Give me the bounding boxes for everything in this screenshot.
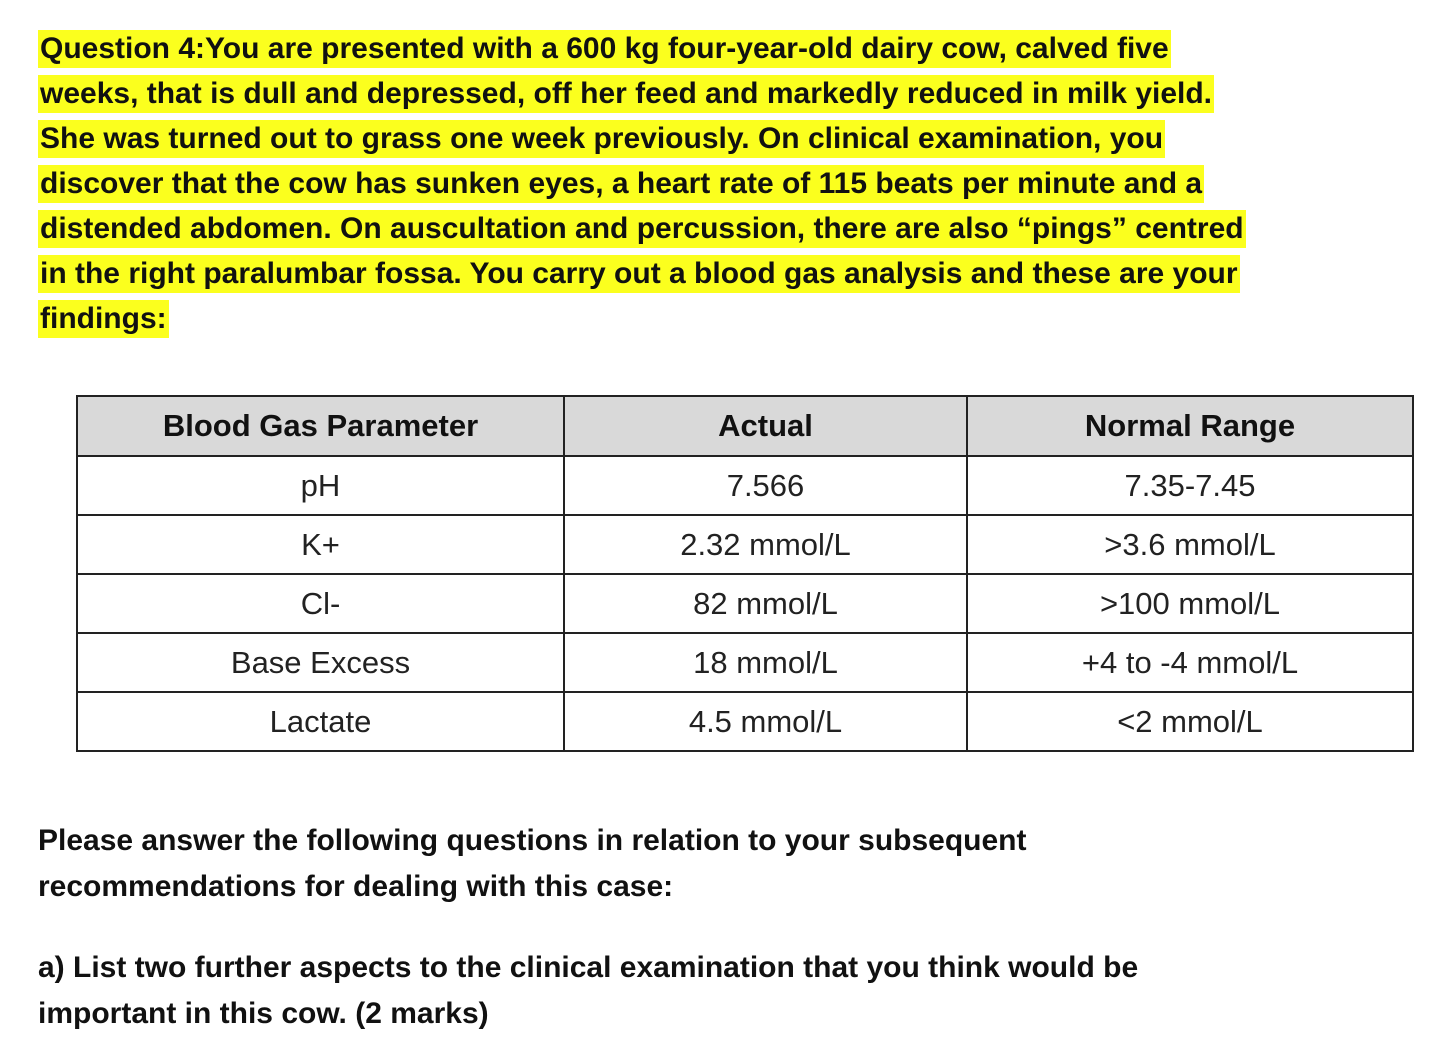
table-row	[77, 574, 1413, 633]
normal-range-cell: 7.35-7.45	[967, 456, 1413, 515]
blood-gas-table	[76, 395, 1414, 752]
question-line: weeks, that is dull and depressed, off her feed and markedly reduced in milk yield.	[38, 71, 1418, 116]
question-line: findings:	[38, 296, 1418, 341]
actual-cell: 18 mmol/L	[564, 633, 967, 692]
parameter-cell: Base Excess	[77, 633, 564, 692]
header-actual: Actual	[564, 396, 967, 456]
part-a-line: important in this cow. (2 marks)	[38, 997, 489, 1030]
actual-cell: 82 mmol/L	[564, 574, 967, 633]
header-parameter: Blood Gas Parameter	[77, 396, 564, 456]
question-line: Question 4:You are presented with a 600 kg four-year-old dairy cow, calved five	[38, 26, 1418, 71]
part-a-line: a) List two further aspects to the clinical examination that you think would be	[38, 951, 1139, 984]
actual-cell: 4.5 mmol/L	[564, 692, 967, 751]
table-header-row	[77, 396, 1413, 456]
table-row	[77, 692, 1413, 751]
normal-range-cell: <2 mmol/L	[967, 692, 1413, 751]
instruction-text	[38, 818, 1418, 910]
instruction-line: recommendations for dealing with this case:	[38, 870, 674, 903]
normal-range-cell: >3.6 mmol/L	[967, 515, 1413, 574]
normal-range-cell: +4 to -4 mmol/L	[967, 633, 1413, 692]
question-line: She was turned out to grass one week previously. On clinical examination, you	[38, 116, 1418, 161]
actual-cell: 7.566	[564, 456, 967, 515]
parameter-cell: pH	[77, 456, 564, 515]
actual-cell: 2.32 mmol/L	[564, 515, 967, 574]
part-a-question	[38, 945, 1418, 1037]
question-line: discover that the cow has sunken eyes, a heart rate of 115 beats per minute and a	[38, 161, 1418, 206]
parameter-cell: Lactate	[77, 692, 564, 751]
table-row	[77, 515, 1413, 574]
question-text	[38, 26, 1418, 341]
question-line: in the right paralumbar fossa. You carry out a blood gas analysis and these are your	[38, 251, 1418, 296]
header-normal-range: Normal Range	[967, 396, 1413, 456]
parameter-cell: K+	[77, 515, 564, 574]
table-row	[77, 456, 1413, 515]
table-row	[77, 633, 1413, 692]
instruction-line: Please answer the following questions in relation to your subsequent	[38, 824, 1027, 857]
question-line: distended abdomen. On auscultation and percussion, there are also “pings” centred	[38, 206, 1418, 251]
parameter-cell: Cl-	[77, 574, 564, 633]
normal-range-cell: >100 mmol/L	[967, 574, 1413, 633]
